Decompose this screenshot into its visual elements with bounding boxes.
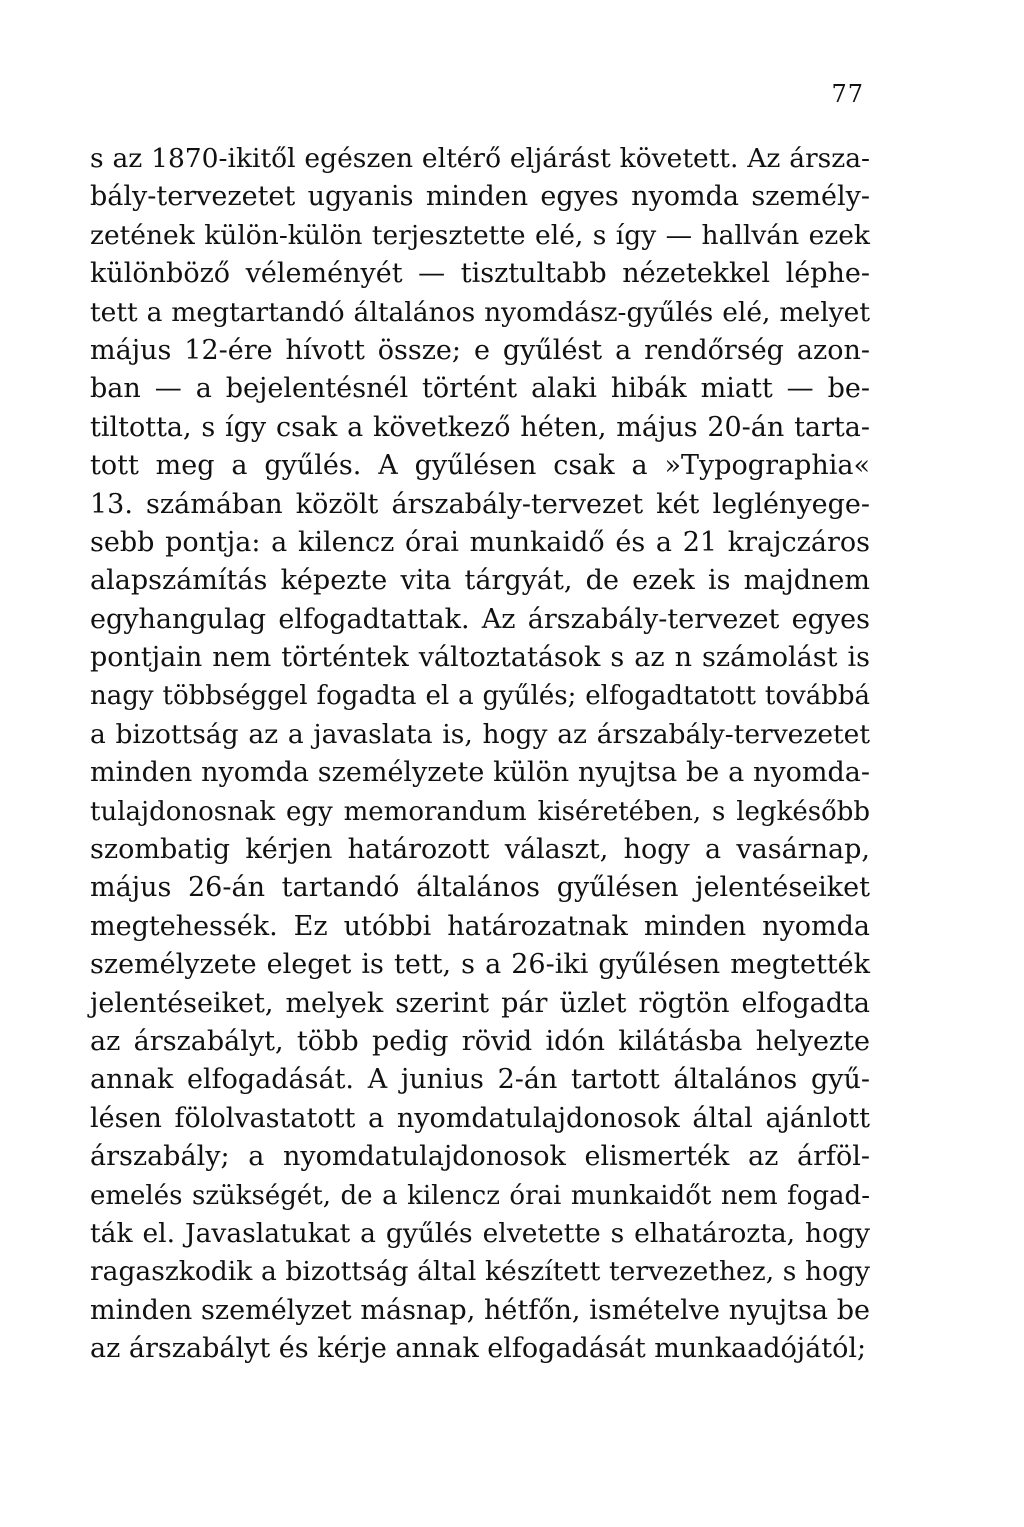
text-line: az árszabályt, több pedig rövid idón kilátásba helyezte — [90, 1025, 870, 1057]
text-line: ták el. Javaslatukat a gyűlés elvetette s elhatározta, hogy — [90, 1217, 870, 1249]
text-line: szombatig kérjen határozott választ, hogy a vasárnap, — [90, 834, 870, 866]
page-number: 77 — [831, 80, 864, 108]
text-line: ban — a bejelentésnél történt alaki hibák miatt — be- — [90, 373, 870, 405]
text-line: személyzete eleget is tett, s a 26-iki gyűlésen megtették — [90, 949, 870, 981]
text-line: bály-tervezetet ugyanis minden egyes nyomda személy- — [90, 181, 870, 213]
text-line: a bizottság az a javaslata is, hogy az árszabály-tervezetet — [90, 718, 870, 750]
text-line: s az 1870-ikitől egészen eltérő eljárást követett. Az ársza- — [90, 143, 870, 174]
text-line: egyhangulag elfogadtattak. Az árszabály-tervezet egyes — [90, 603, 870, 635]
text-line: ragaszkodik a bizottság által készített tervezethez, s hogy — [90, 1256, 870, 1288]
text-line: az árszabályt és kérje annak elfogadását munkaadójától; — [90, 1333, 867, 1365]
text-line: jelentéseiket, melyek szerint pár üzlet rögtön elfogadta — [90, 987, 870, 1019]
text-line: emelés szükségét, de a kilencz órai munkaidőt nem fogad- — [90, 1180, 870, 1211]
text-line: minden nyomda személyzete külön nyujtsa be a nyomda- — [90, 757, 870, 789]
text-line: különböző véleményét — tisztultabb nézetekkel léphe- — [90, 258, 870, 290]
text-line: nagy többséggel fogadta el a gyűlés; elfogadtatott továbbá — [90, 681, 870, 712]
text-line: tulajdonosnak egy memorandum kiséretében, s legkésőbb — [90, 796, 870, 827]
text-line: annak elfogadását. A junius 2-án tartott általános gyű- — [90, 1064, 870, 1096]
text-line: árszabály; a nyomdatulajdonosok elismerték az árföl- — [90, 1141, 870, 1173]
text-line: megtehessék. Ez utóbbi határozatnak minden nyomda — [90, 910, 870, 942]
text-line: alapszámítás képezte vita tárgyát, de ezek is majdnem — [90, 565, 870, 597]
text-line: minden személyzet másnap, hétfőn, ismételve nyujtsa be — [90, 1294, 870, 1326]
text-line: tott meg a gyűlés. A gyűlésen csak a »Typographia« — [90, 450, 870, 482]
text-line: zetének külön-külön terjesztette elé, s így — hallván ezek — [90, 219, 870, 251]
text-line: lésen fölolvastatott a nyomdatulajdonosok által ajánlott — [90, 1102, 870, 1134]
text-line: május 12-ére hívott össze; e gyűlést a rendőrség azon- — [90, 334, 870, 366]
text-line: tett a megtartandó általános nyomdász-gyűlés elé, melyet — [90, 296, 870, 328]
body-text — [90, 140, 870, 1369]
text-line: május 26-án tartandó általános gyűlésen jelentéseiket — [90, 872, 870, 904]
text-line: tiltotta, s így csak a következő héten, május 20-án tarta- — [90, 411, 870, 443]
text-line: sebb pontja: a kilencz órai munkaidő és a 21 krajczáros — [90, 526, 870, 558]
text-line: 13. számában közölt árszabály-tervezet két leglényege- — [90, 488, 870, 520]
text-line: pontjain nem történtek változtatások s az n számolást is — [90, 642, 870, 674]
